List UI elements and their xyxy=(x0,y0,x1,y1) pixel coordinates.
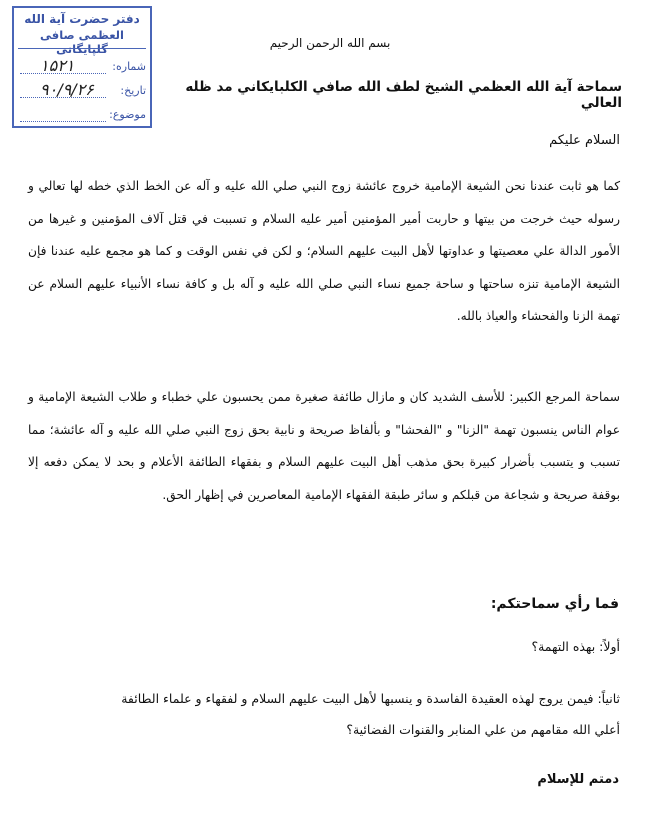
signature: دمتم للإسلام xyxy=(537,772,619,787)
question-heading: فما رأي سماحتكم: xyxy=(490,596,619,612)
question-1: أولاً: بهذه التهمة؟ xyxy=(531,639,620,654)
office-stamp xyxy=(12,6,152,128)
stamp-date-line xyxy=(20,97,106,98)
stamp-date-row xyxy=(18,80,146,102)
paragraph-1: كما هو ثابت عندنا نحن الشيعة الإمامية خروج عائشة زوج النبي صلي الله عليه و آله عن الخط الذي خطه لها تعالي و رسوله حيث خرجت من بيتها و حاربت أمير المؤمنين أمير عليه السلام و تسببت في قتل آلاف المؤمنين و غيرها من الأمور الدالة علي معصيتها و عداوتها لأهل البيت عليهم السلام؛ و لكن في نفس الوقت و كما هو مجمع عليه عندنا فإن الشيعة الإمامية تنزه ساحتها و ساحة جميع نساء النبي صلي الله عليه و آله بل و كافة نساء الأنبياء عليهم السلام عن تهمة الزنا والفحشاء والعياذ بالله. xyxy=(28,179,620,323)
greeting: السلام عليكم xyxy=(549,133,620,148)
stamp-number-label: شماره: xyxy=(112,60,146,73)
stamp-title-line1: دفتر حضرت آية الله xyxy=(24,12,140,26)
stamp-divider xyxy=(18,48,146,49)
letter-address: سماحة آية الله العظمي الشيخ لطف الله صافي الكلبايكاني مد ظله العالي xyxy=(185,79,622,111)
paragraph-2: سماحة المرجع الكبير: للأسف الشديد كان و مازال طائفة صغيرة ممن يحسبون علي خطباء و طلاب الشيعة الإمامية و عوام الناس ينسبون تهمة "الزنا" و "الفحشا" و بألفاظ صريحة و نابية بحق زوج النبي صلي الله عليه و آله عائشة؛ مما تسبب و يتسبب بأضرار كبيرة بحق مذهب أهل البيت عليهم السلام و بفقهاء الطائفة الأعلام و بحد لا يمكن دفعه إلا بوقفة صريحة و شجاعة من قبلكم و سائر طبقة الفقهاء الإمامية المعاصرين في إظهار الحق. xyxy=(28,390,620,502)
stamp-date-value: ۹۰/۹/۲۶ xyxy=(40,80,94,99)
question-2-line-2: أعلي الله مقامهم من علي المنابر والقنوات الفضائية؟ xyxy=(346,722,620,737)
stamp-date-label: تاریخ: xyxy=(120,84,146,97)
stamp-subject-line xyxy=(20,121,106,122)
stamp-title-line2: العظمی صافی گلپايگانی xyxy=(40,28,124,56)
stamp-number-value: ۱۵۲۱ xyxy=(40,56,75,75)
question-2-line-1: ثانياً: فيمن يروج لهذه العقيدة الفاسدة و ينسبها لأهل البيت عليهم السلام و لفقهاء و علماء الطائفة xyxy=(121,691,620,706)
stamp-number-row xyxy=(18,56,146,78)
stamp-subject-label: موضوع: xyxy=(109,108,146,121)
basmala: بسم الله الرحمن الرحيم xyxy=(269,36,391,50)
stamp-number-line xyxy=(20,73,106,74)
stamp-subject-row xyxy=(18,108,146,126)
